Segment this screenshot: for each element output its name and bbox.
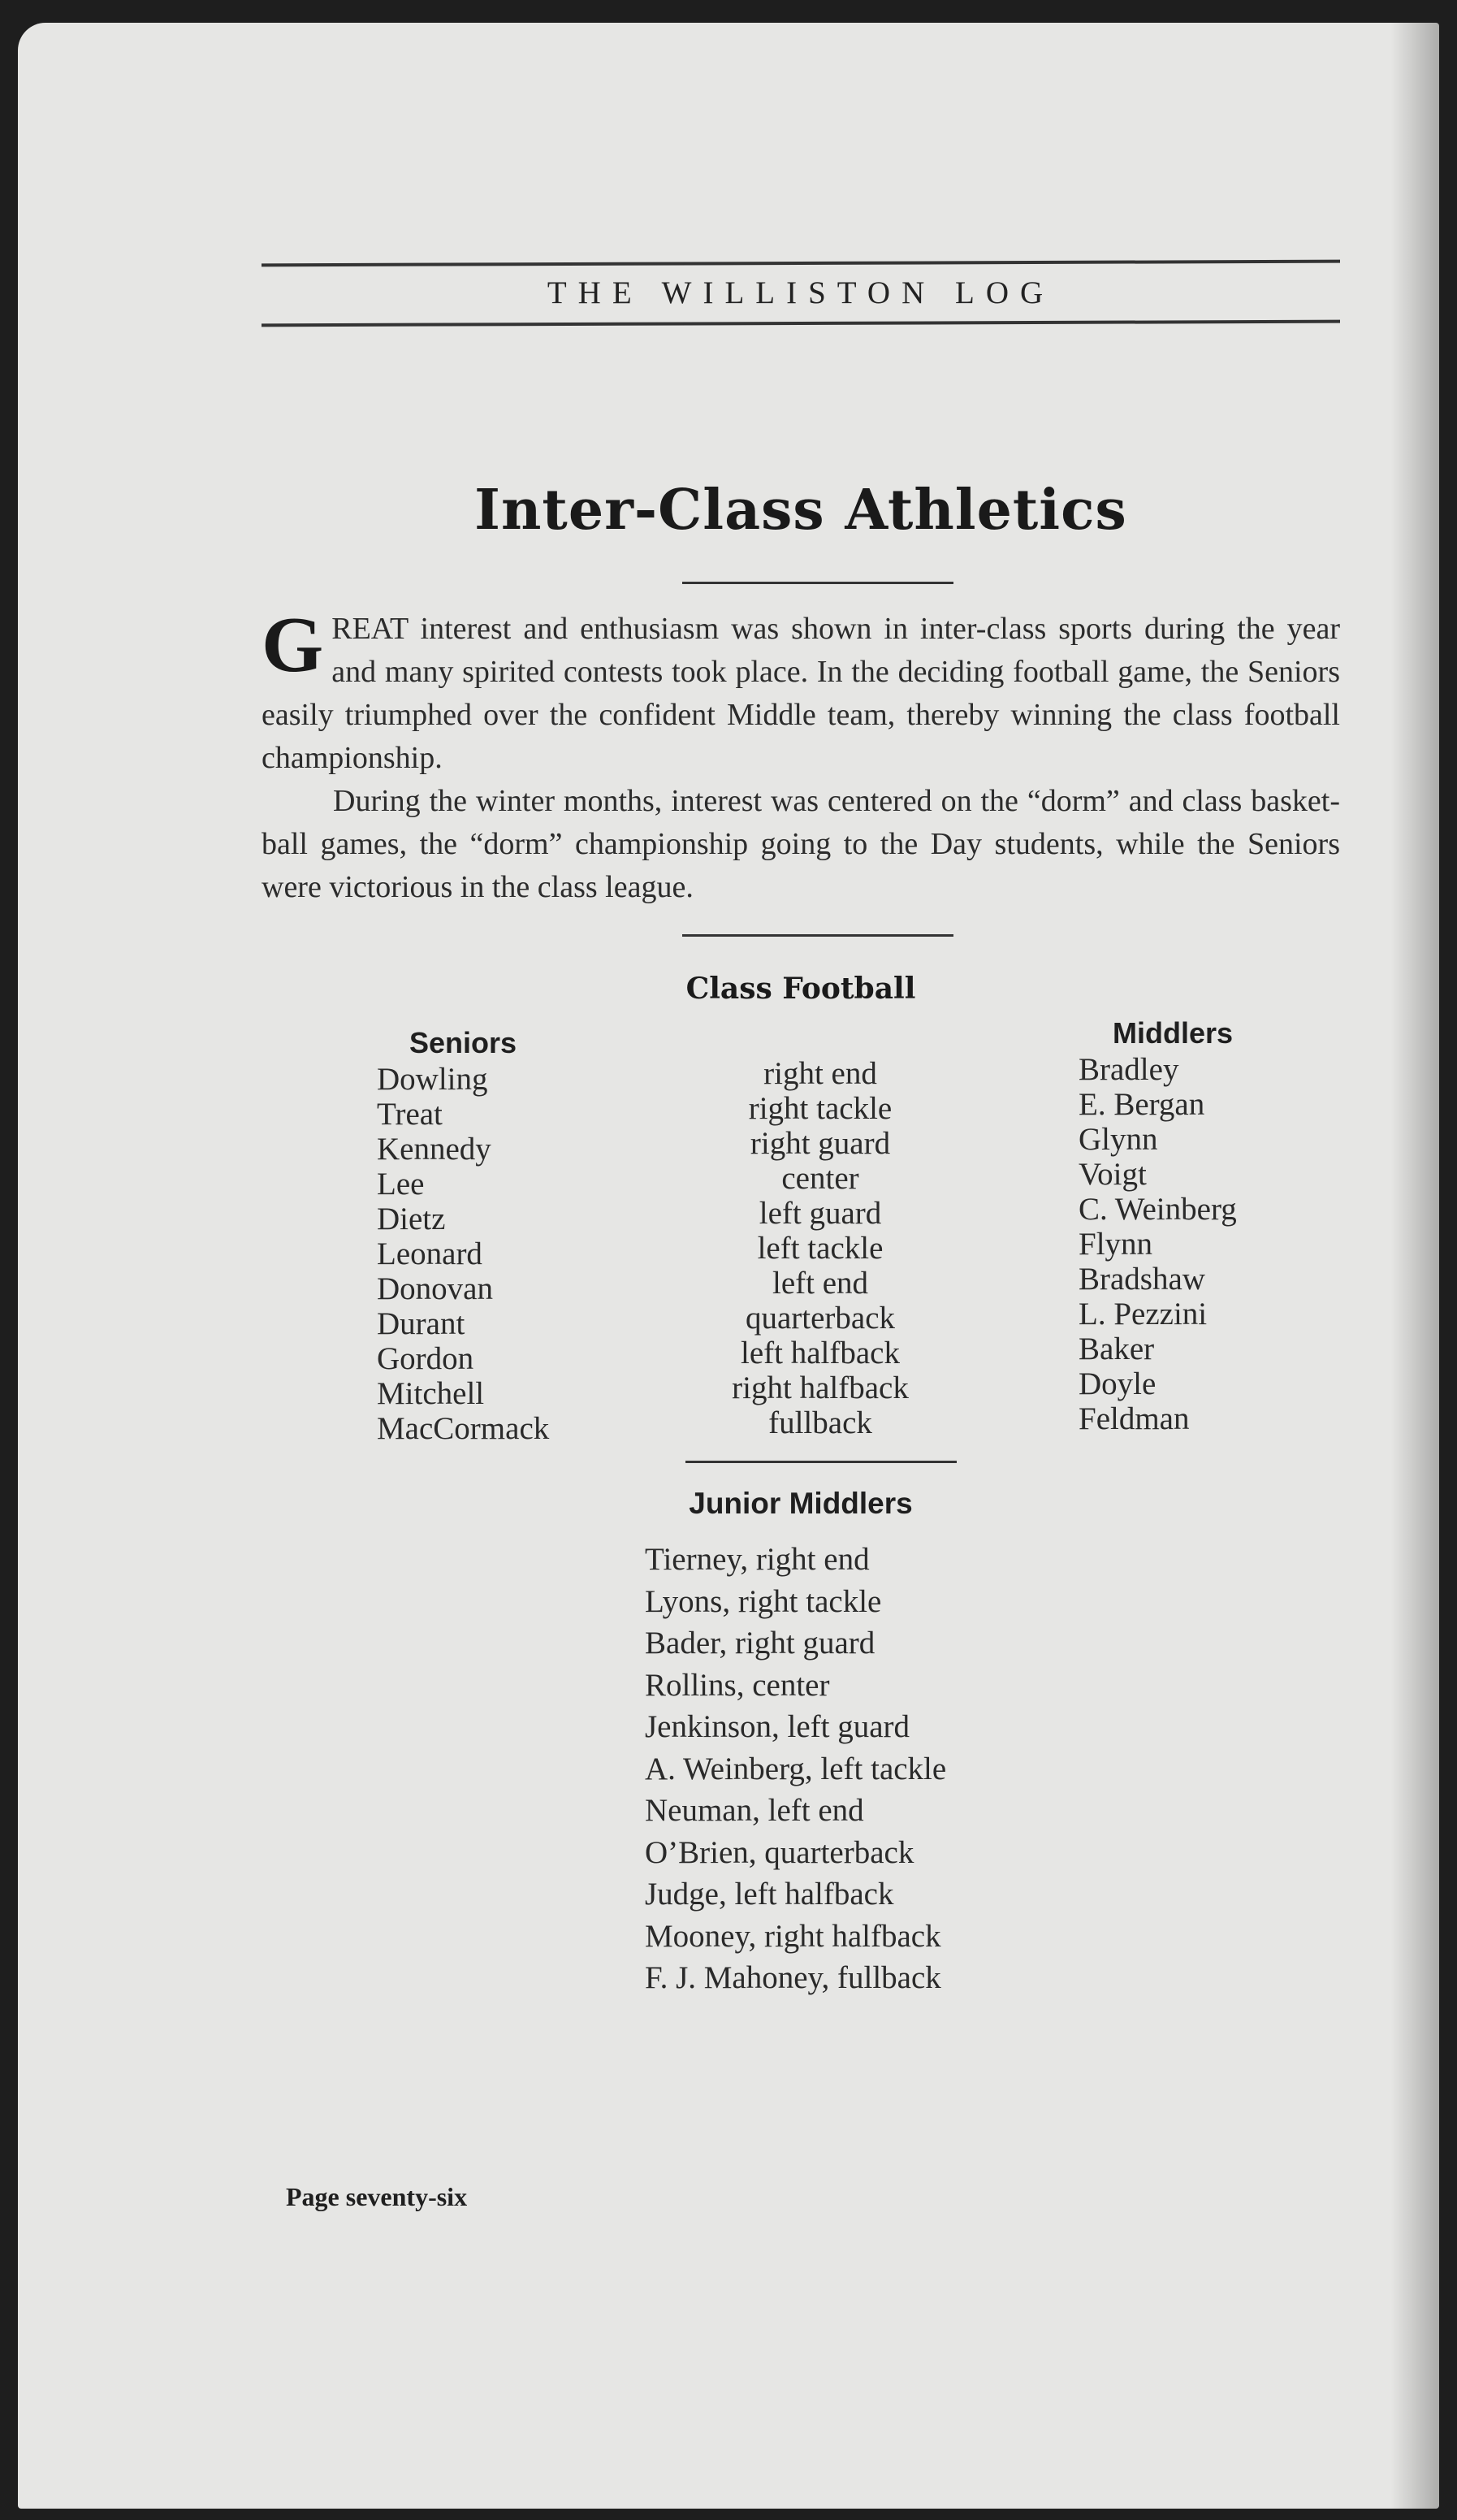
drop-cap: G — [262, 601, 324, 689]
positions-list — [690, 1056, 950, 1440]
position-label: left end — [772, 1266, 869, 1301]
middler-player: Flynn — [1079, 1227, 1153, 1262]
junior-middler-player: Rollins, center — [645, 1667, 830, 1703]
intro-paragraph-2: During the winter months, interest was centered on the “dorm” and class basket-ball games, the “dorm” championship going to the Day students, while the Seniors were victorious in the class league. — [262, 784, 1340, 904]
junior-middler-player: Judge, left halfback — [645, 1877, 894, 1912]
junior-middler-player: Tierney, right end — [645, 1542, 870, 1577]
running-header — [262, 262, 1340, 325]
position-label: left tackle — [757, 1231, 884, 1266]
senior-player: Dietz — [377, 1202, 446, 1236]
middlers-column — [1079, 1015, 1237, 1436]
middler-player: Voigt — [1079, 1157, 1147, 1192]
position-label: right end — [763, 1056, 877, 1091]
senior-player: Kennedy — [377, 1132, 491, 1167]
middler-player: Bradley — [1079, 1052, 1179, 1087]
junior-middlers-heading: Junior Middlers — [689, 1487, 913, 1520]
section-rule-1 — [682, 934, 953, 937]
seniors-list — [377, 1062, 549, 1446]
position-label: right tackle — [748, 1091, 893, 1126]
page-edge-shadow — [1390, 23, 1439, 2509]
title-rule — [682, 582, 953, 584]
senior-player: Gordon — [377, 1341, 474, 1376]
section-rule-2 — [685, 1461, 957, 1463]
senior-player: Donovan — [377, 1271, 493, 1306]
junior-middler-player: Neuman, left end — [645, 1793, 864, 1828]
middlers-list — [1079, 1052, 1237, 1436]
middler-player: Baker — [1079, 1331, 1155, 1366]
running-head-text: THE WILLISTON LOG — [547, 275, 1055, 310]
senior-player: Treat — [377, 1097, 443, 1132]
junior-middler-player: Mooney, right halfback — [645, 1918, 941, 1954]
junior-middler-player: O’Brien, quarterback — [645, 1834, 914, 1870]
intro-paragraph-1 — [262, 601, 1340, 780]
position-label: right guard — [750, 1126, 891, 1161]
middler-player: E. Bergan — [1079, 1087, 1205, 1122]
senior-player: Dowling — [377, 1062, 488, 1097]
position-label: quarterback — [745, 1301, 896, 1336]
senior-player: Leonard — [377, 1236, 482, 1271]
position-label: center — [781, 1161, 859, 1196]
seniors-heading: Seniors — [409, 1026, 517, 1059]
junior-middler-player: Jenkinson, left guard — [645, 1709, 910, 1744]
intro-text — [262, 601, 1340, 909]
middler-player: Doyle — [1079, 1366, 1157, 1401]
junior-middlers-list — [645, 1539, 946, 1999]
middler-player: Bradshaw — [1079, 1262, 1205, 1297]
seniors-column — [377, 1025, 549, 1446]
senior-player: Lee — [377, 1167, 425, 1202]
positions-column — [690, 1056, 950, 1440]
position-label: left halfback — [741, 1336, 900, 1370]
middlers-heading: Middlers — [1113, 1016, 1234, 1050]
senior-player: Mitchell — [377, 1376, 485, 1411]
page-title: Inter-Class Athletics — [474, 478, 1127, 543]
junior-middler-player: Bader, right guard — [645, 1626, 875, 1661]
senior-player: MacCormack — [377, 1411, 550, 1446]
senior-player: Durant — [377, 1306, 465, 1341]
junior-middler-player: Lyons, right tackle — [645, 1583, 882, 1619]
middler-player: Glynn — [1079, 1122, 1158, 1157]
class-football-heading: Class Football — [685, 972, 916, 1006]
position-label: left guard — [759, 1196, 882, 1231]
middler-player: Feldman — [1079, 1401, 1190, 1436]
intro-paragraph-1-text: REAT interest and enthusiasm was shown in inter-class sports during the year and many spirited contests took place. In the deciding football game, the Seniors easily triumphed over the confident Middle team, thereby winning the class football championship. — [262, 612, 1340, 775]
page-number: Page seventy-six — [286, 2182, 468, 2211]
middler-player: C. Weinberg — [1079, 1192, 1237, 1227]
position-label: right halfback — [732, 1370, 909, 1405]
junior-middler-player: F. J. Mahoney, fullback — [645, 1960, 941, 1995]
position-label: fullback — [768, 1405, 872, 1440]
middler-player: L. Pezzini — [1079, 1297, 1208, 1331]
junior-middler-player: A. Weinberg, left tackle — [645, 1751, 947, 1786]
